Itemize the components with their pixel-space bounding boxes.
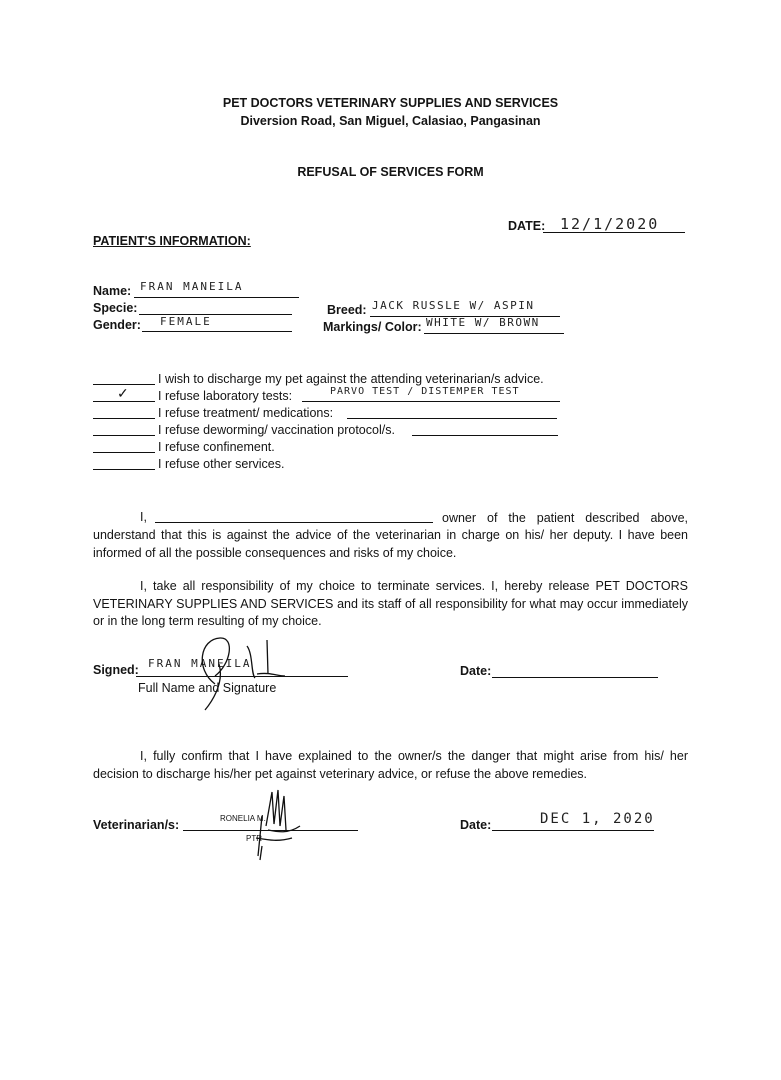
veterinarian-label: Veterinarian/s: — [93, 818, 180, 832]
company-name: PET DOCTORS VETERINARY SUPPLIES AND SERVICES — [222, 96, 559, 110]
patient-info-heading: PATIENT'S INFORMATION: — [93, 234, 251, 248]
option-text-5: I refuse confinement. — [158, 440, 275, 454]
name-label: Name: — [93, 284, 132, 298]
option-blank-6[interactable] — [93, 469, 155, 470]
company-address: Diversion Road, San Miguel, Calasiao, Pangasinan — [240, 114, 541, 128]
signed-caption: Full Name and Signature — [138, 681, 277, 695]
confirmation-statement: I, fully confirm that I have explained to the owner/s the danger that might arise from his/ her decision to discharge his/her pet against veterinary advice, or refuse the above remedies. — [93, 749, 688, 781]
vet-date-line — [492, 830, 654, 831]
markings-label: Markings/ Color: — [323, 320, 422, 334]
markings-value: WHITE W/ BROWN — [426, 316, 540, 329]
option-text-2: I refuse laboratory tests: — [158, 389, 293, 403]
name-value: FRAN MANEILA — [140, 280, 244, 293]
gender-value: FEMALE — [160, 315, 212, 328]
lab-tests-line — [302, 401, 560, 402]
signed-date-label: Date: — [460, 664, 492, 678]
breed-label: Breed: — [327, 303, 367, 317]
statement-owner: owner of the patient described above, — [442, 511, 688, 525]
date-label: DATE: — [508, 219, 546, 233]
option-text-1: I wish to discharge my pet against the attending veterinarian/s advice. — [158, 372, 544, 386]
vet-date-label: Date: — [460, 818, 492, 832]
signed-date-line — [492, 677, 658, 678]
name-line — [134, 297, 299, 298]
owner-signature — [185, 634, 290, 712]
breed-value: JACK RUSSLE W/ ASPIN — [372, 299, 535, 312]
markings-line — [424, 333, 564, 334]
gender-label: Gender: — [93, 318, 141, 332]
option-blank-4[interactable] — [93, 435, 155, 436]
form-title: REFUSAL OF SERVICES FORM — [297, 165, 484, 179]
vet-date-value: DEC 1, 2020 — [540, 811, 655, 827]
date-value: 12/1/2020 — [560, 215, 660, 233]
option-text-3: I refuse treatment/ medications: — [158, 406, 334, 420]
vet-stamp-name: RONELIA M. — [220, 814, 266, 823]
option-blank-5[interactable] — [93, 452, 155, 453]
specie-label: Specie: — [93, 301, 138, 315]
gender-line — [142, 331, 292, 332]
lab-tests-value: PARVO TEST / DISTEMPER TEST — [330, 386, 520, 397]
statement-i: I, — [140, 510, 147, 524]
medications-line — [347, 418, 557, 419]
option-text-4: I refuse deworming/ vaccination protocol/s. — [158, 423, 395, 437]
option-blank-3[interactable] — [93, 418, 155, 419]
owner-name-line — [155, 522, 433, 523]
vet-stamp-ptr: PTR — [246, 834, 262, 843]
signed-label: Signed: — [93, 663, 139, 677]
option-text-6: I refuse other services. — [158, 457, 285, 471]
option-mark-2: ✓ — [117, 385, 129, 401]
vet-signature — [248, 786, 318, 861]
release-statement: I, take all responsibility of my choice to terminate services. I, hereby release PET DOCTORS VETERINARY SUPPLIES AND SERVICES and its staff of all responsibility for what may occur immediately or in the long term resulting of my choice. — [93, 579, 688, 628]
signed-value: FRAN MANEILA — [148, 657, 252, 670]
deworming-line — [412, 435, 558, 436]
statement-body: understand that this is against the advice of the veterinarian in charge on his/ her deputy. I have been informed of all the possible consequences and risks of my choice. — [93, 528, 688, 560]
